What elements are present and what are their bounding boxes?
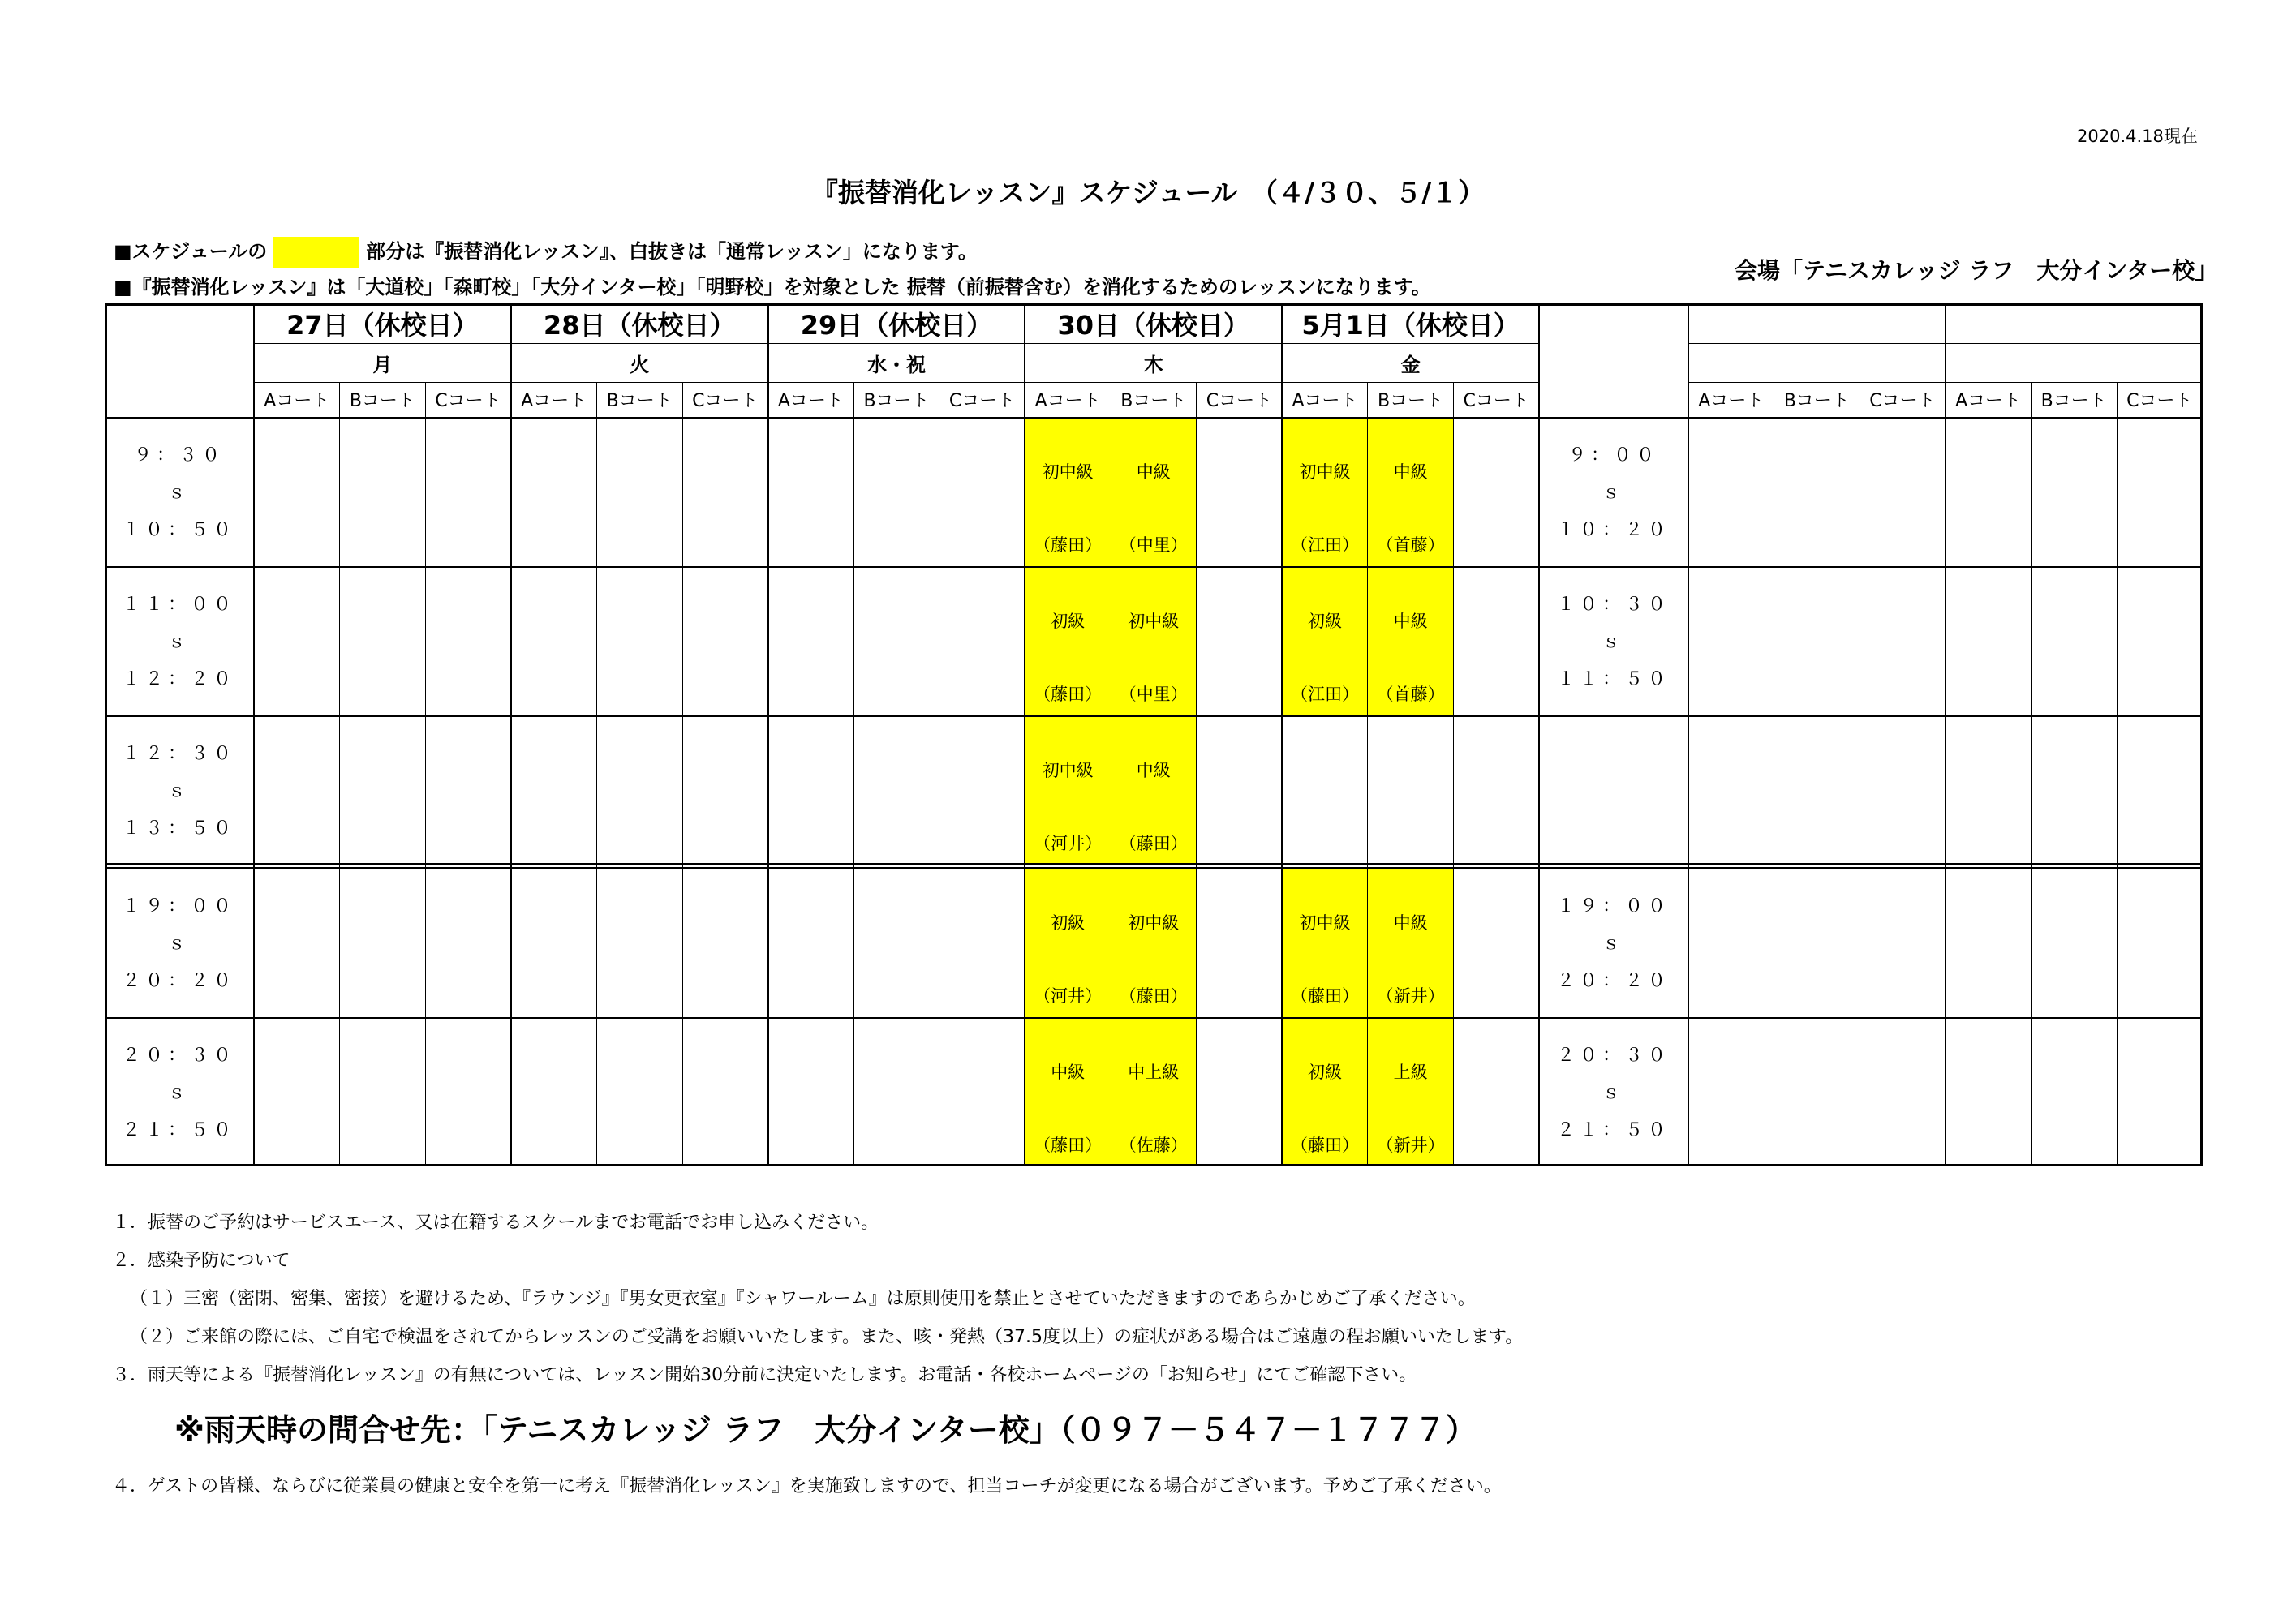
lesson-coach: （新井）	[1376, 986, 1445, 1006]
court-header: Aコート	[777, 391, 844, 411]
lesson-coach: （河井）	[1034, 986, 1103, 1006]
right-time-slot	[1539, 868, 1688, 1017]
court-header: Cコート	[1206, 391, 1273, 411]
lesson-level: 中級	[1393, 462, 1428, 482]
time-separator: ｓ	[167, 632, 191, 652]
grid-line	[105, 867, 2202, 869]
left-time-slot	[105, 868, 254, 1017]
legend-note-suffix: 部分は『振替消化レッスン』、白抜きは「通常レッスン」になります。	[366, 240, 978, 263]
lesson-cell	[1368, 1017, 1454, 1166]
target-schools-note: ■『振替消化レッスン』は「大道校」「森町校」「大分インター校」「明野校」を対象とした 振替（前振替含む）を消化するためのレッスンになります。	[114, 276, 1431, 298]
lesson-coach: （江田）	[1290, 685, 1359, 704]
day-weekday-header: 水・祝	[866, 353, 926, 376]
lesson-cell	[1111, 868, 1197, 1017]
grid-line	[1538, 303, 1540, 1166]
day-date-header: 29日（休校日）	[800, 309, 993, 341]
lesson-cell	[1025, 417, 1111, 566]
court-header: Cコート	[1869, 391, 1936, 411]
lesson-cell	[1111, 566, 1197, 715]
court-header: Bコート	[2040, 391, 2107, 411]
lesson-level: 初中級	[1128, 913, 1180, 933]
lesson-coach: （新井）	[1376, 1136, 1445, 1155]
time-start: ２０：３０	[1556, 1046, 1670, 1066]
lesson-level: 初級	[1051, 913, 1086, 933]
as-of-date: 2020.4.18現在	[2077, 127, 2198, 146]
lesson-level: 初中級	[1128, 612, 1180, 631]
legend-note-prefix: ■スケジュールの	[114, 240, 268, 263]
right-time-slot	[1539, 566, 1688, 715]
time-separator: ｓ	[1602, 934, 1625, 954]
legend-highlight-swatch	[273, 237, 359, 268]
footnote-2: ２．感染予防について	[112, 1251, 290, 1271]
footnote-1: １．振替のご予約はサービスエース、又は在籍するスクールまでお電話でお申し込みください。	[112, 1213, 879, 1233]
court-header: Aコート	[1034, 391, 1101, 411]
time-separator: ｓ	[167, 1083, 191, 1103]
court-header: Aコート	[521, 391, 587, 411]
lesson-coach: （藤田）	[1034, 685, 1103, 704]
grid-line	[105, 417, 2202, 419]
grid-line	[1367, 382, 1368, 1166]
lesson-coach: （藤田）	[1034, 1136, 1103, 1155]
lesson-level: 中級	[1136, 761, 1171, 780]
grid-line	[510, 303, 512, 1166]
grid-line	[2031, 382, 2032, 1166]
lesson-cell	[1282, 1017, 1368, 1166]
lesson-level: 初級	[1051, 612, 1086, 631]
lesson-level: 初級	[1307, 1063, 1342, 1082]
lesson-coach: （首藤）	[1376, 685, 1445, 704]
footnote-2-2: （２）ご来館の際には、ご自宅で検温をされてからレッスンのご受講をお願いいたします。また、咳・発熱（37.5度以上）の症状がある場合はご遠慮の程お願いいたします。	[130, 1327, 1524, 1347]
grid-line	[105, 303, 107, 1166]
lesson-cell	[1111, 417, 1197, 566]
lesson-cell	[1025, 868, 1111, 1017]
grid-line	[105, 1164, 2202, 1166]
lesson-coach: （藤田）	[1119, 986, 1188, 1006]
lesson-cell	[1282, 868, 1368, 1017]
court-header: Aコート	[264, 391, 330, 411]
footnote-4: ４．ゲストの皆様、ならびに従業員の健康と安全を第一に考え『振替消化レッスン』を実施致しますので、担当コーチが変更になる場合がございます。予めご了承ください。	[112, 1476, 1502, 1496]
lesson-cell	[1111, 715, 1197, 865]
lesson-level: 上級	[1393, 1063, 1428, 1082]
time-separator: ｓ	[167, 781, 191, 801]
time-end: ２１：５０	[1556, 1120, 1670, 1140]
time-start: ９：００	[1567, 445, 1659, 466]
day-weekday-header: 木	[1143, 353, 1163, 376]
grid-line	[105, 863, 2202, 865]
page-title: 『振替消化レッスン』スケジュール （４/３０、５/１）	[810, 177, 1486, 208]
time-start: １９：００	[1556, 896, 1670, 917]
court-header: Bコート	[1783, 391, 1850, 411]
grid-line	[1453, 382, 1454, 1166]
day-weekday-header: 金	[1400, 353, 1421, 376]
lesson-level: 中級	[1393, 612, 1428, 631]
time-end: １０：５０	[122, 520, 236, 540]
time-end: １０：２０	[1556, 520, 1670, 540]
court-header: Aコート	[1955, 391, 2022, 411]
court-header: Aコート	[1698, 391, 1765, 411]
schedule-table	[105, 303, 2202, 1166]
court-header: Cコート	[435, 391, 501, 411]
time-start: １０：３０	[1556, 595, 1670, 615]
time-start: １１：００	[122, 595, 236, 615]
grid-line	[105, 566, 2202, 568]
day-date-header: 27日（休校日）	[286, 309, 479, 341]
lesson-cell	[1368, 566, 1454, 715]
time-start: １２：３０	[122, 744, 236, 764]
court-header: Bコート	[606, 391, 673, 411]
time-separator: ｓ	[1602, 632, 1625, 652]
day-weekday-header: 月	[372, 353, 393, 376]
lesson-level: 中級	[1136, 462, 1171, 482]
venue-label: 会場「テニスカレッジ ラフ 大分インター校」	[1735, 257, 2218, 284]
court-header: Bコート	[1378, 391, 1444, 411]
court-header: Cコート	[2126, 391, 2193, 411]
grid-line	[425, 382, 426, 1166]
time-separator: ｓ	[167, 483, 191, 503]
lesson-cell	[1368, 868, 1454, 1017]
grid-line	[254, 382, 1539, 383]
court-header: Aコート	[1292, 391, 1358, 411]
grid-line	[1281, 303, 1283, 1166]
lesson-level: 初中級	[1299, 913, 1351, 933]
day-date-header: 30日（休校日）	[1057, 309, 1250, 341]
grid-line	[596, 382, 597, 1166]
left-time-slot	[105, 417, 254, 566]
grid-line	[2200, 303, 2203, 1166]
time-end: １２：２０	[122, 669, 236, 689]
lesson-coach: （藤田）	[1034, 535, 1103, 555]
grid-line	[254, 343, 1539, 344]
grid-line	[105, 303, 2202, 306]
time-separator: ｓ	[1602, 483, 1625, 503]
lesson-coach: （中里）	[1119, 685, 1188, 704]
grid-line	[339, 382, 340, 1166]
footnote-3: ３．雨天等による『振替消化レッスン』の有無については、レッスン開始30分前に決定いたします。お電話・各校ホームページの「お知らせ」にてご確認下さい。	[112, 1365, 1417, 1385]
grid-line	[2117, 382, 2118, 1166]
lesson-cell	[1368, 417, 1454, 566]
grid-line	[767, 303, 769, 1166]
time-start: １９：００	[122, 896, 236, 917]
lesson-cell	[1025, 1017, 1111, 1166]
lesson-coach: （藤田）	[1290, 986, 1359, 1006]
grid-line	[105, 1017, 2202, 1019]
court-header: Cコート	[692, 391, 759, 411]
left-time-slot	[105, 715, 254, 865]
time-start: ９：３０	[133, 445, 225, 466]
lesson-coach: （河井）	[1034, 834, 1103, 853]
right-time-slot	[1539, 417, 1688, 566]
time-end: ２１：５０	[122, 1120, 236, 1140]
grid-line	[682, 382, 683, 1166]
time-separator: ｓ	[167, 934, 191, 954]
time-end: １３：５０	[122, 818, 236, 839]
time-end: １１：５０	[1556, 669, 1670, 689]
lesson-coach: （藤田）	[1290, 1136, 1359, 1155]
left-time-slot	[105, 1017, 254, 1166]
court-header: Bコート	[863, 391, 930, 411]
court-header: Bコート	[349, 391, 415, 411]
lesson-coach: （首藤）	[1376, 535, 1445, 555]
lesson-level: 中級	[1393, 913, 1428, 933]
grid-line	[105, 715, 2202, 717]
lesson-level: 初級	[1307, 612, 1342, 631]
grid-line	[1688, 303, 1689, 1166]
lesson-coach: （藤田）	[1119, 834, 1188, 853]
rain-contact: ※雨天時の問合せ先：「テニスカレッジ ラフ 大分インター校」（０９７－５４７－１７７７）	[174, 1412, 1477, 1448]
grid-line	[1024, 303, 1025, 1166]
lesson-level: 初中級	[1042, 761, 1094, 780]
left-time-slot	[105, 566, 254, 715]
lesson-cell	[1282, 566, 1368, 715]
footnote-2-1: （１）三密（密閉、密集、密接）を避けるため、『ラウンジ』『男女更衣室』『シャワールーム』は原則使用を禁止とさせていただきますのであらかじめご了承ください。	[130, 1289, 1476, 1309]
lesson-level: 中上級	[1128, 1063, 1180, 1082]
lesson-cell	[1111, 1017, 1197, 1166]
court-header: Cコート	[1463, 391, 1529, 411]
grid-line	[853, 382, 854, 1166]
lesson-level: 初中級	[1042, 462, 1094, 482]
grid-line	[253, 303, 255, 1166]
court-header: Bコート	[1120, 391, 1187, 411]
lesson-coach: （佐藤）	[1119, 1136, 1188, 1155]
time-end: ２０：２０	[122, 971, 236, 991]
legend-note	[114, 235, 978, 268]
grid-line	[1688, 382, 2203, 383]
time-separator: ｓ	[1602, 1083, 1625, 1103]
court-header: Cコート	[948, 391, 1016, 411]
time-end: ２０：２０	[1556, 971, 1670, 991]
lesson-coach: （中里）	[1119, 535, 1188, 555]
lesson-coach: （江田）	[1290, 535, 1359, 555]
lesson-cell	[1282, 417, 1368, 566]
day-date-header: 5月1日（休校日）	[1301, 309, 1520, 341]
grid-line	[1688, 343, 2203, 344]
day-date-header: 28日（休校日）	[543, 309, 736, 341]
lesson-level: 初中級	[1299, 462, 1351, 482]
grid-line	[1945, 303, 1946, 1166]
lesson-level: 中級	[1051, 1063, 1086, 1082]
lesson-cell	[1025, 566, 1111, 715]
lesson-cell	[1025, 715, 1111, 865]
time-start: ２０：３０	[122, 1046, 236, 1066]
right-time-slot	[1539, 1017, 1688, 1166]
grid-line	[1196, 382, 1197, 1166]
day-weekday-header: 火	[630, 353, 650, 376]
